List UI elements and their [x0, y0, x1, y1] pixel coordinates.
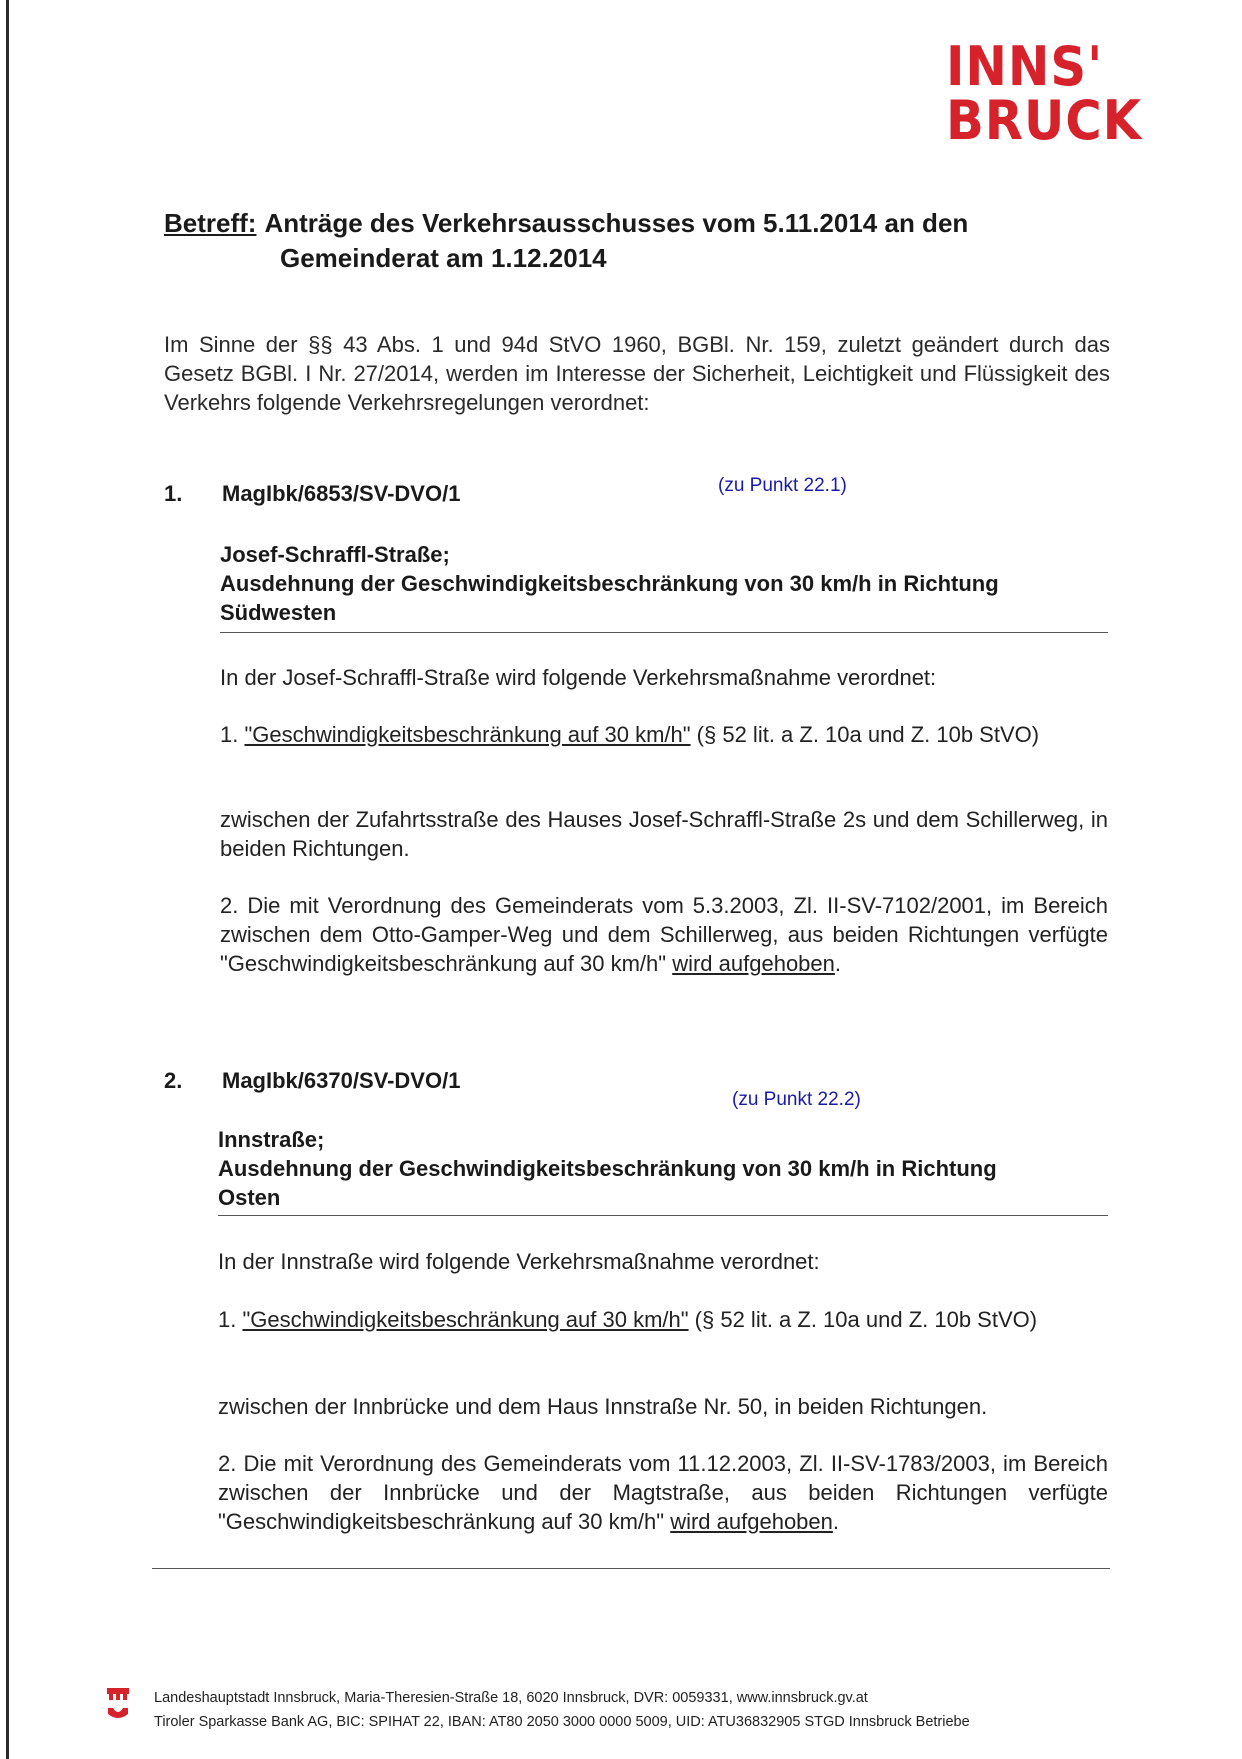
legal-basis-paragraph: Im Sinne der §§ 43 Abs. 1 und 94d StVO 1960, BGBl. Nr. 159, zuletzt geändert durch das Gesetz BGBl. I Nr. 27/2014, werden im Interesse der Sicherheit, Leichtigkeit und Flüssigkeit des Verkehrs folgende Verkehrsregelungen verordnet: — [164, 332, 1110, 415]
document-subject — [164, 206, 1124, 276]
innsbruck-logo — [946, 35, 1143, 152]
item-2-heading — [218, 1125, 1118, 1212]
item-2-measure-suffix: (§ 52 lit. a Z. 10a und Z. 10b StVO) — [688, 1307, 1038, 1332]
item-1-heading-street: Josef-Schraffl-Straße; — [220, 542, 450, 567]
item-1-heading-rule — [220, 632, 1108, 633]
item-1-intro: In der Josef-Schraffl-Straße wird folgende Verkehrsmaßnahme verordnet: — [220, 665, 937, 690]
scan-edge-line — [6, 0, 9, 1759]
subject-label: Betreff: — [164, 208, 257, 238]
item-1-repeal — [220, 891, 1108, 978]
item-2-measure-title: "Geschwindigkeitsbeschränkung auf 30 km/h" — [242, 1307, 689, 1332]
item-2-repeal-text: 2. Die mit Verordnung des Gemeinderats vom 11.12.2003, Zl. II-SV-1783/2003, im Bereich zwischen der Innbrücke und der Magtstraße, aus beiden Richtungen verfügte "Geschwindigkeitsbeschränkung auf 30 km/h" — [218, 1451, 1108, 1534]
item-2-intro: In der Innstraße wird folgende Verkehrsmaßnahme verordnet: — [218, 1249, 820, 1274]
item-1-measure-suffix: (§ 52 lit. a Z. 10a und Z. 10b StVO) — [690, 722, 1040, 747]
item-1-measure-prefix: 1. — [220, 722, 245, 747]
item-2-repeal — [218, 1449, 1108, 1536]
item-2-heading-title: Ausdehnung der Geschwindigkeitsbeschränkung von 30 km/h in Richtung — [218, 1156, 997, 1181]
item-2-reference: MagIbk/6370/SV-DVO/1 — [222, 1068, 461, 1093]
item-2-heading-street: Innstraße; — [218, 1127, 325, 1152]
item-2-number: 2. — [164, 1068, 183, 1093]
item-2-location: zwischen der Innbrücke und dem Haus Innstraße Nr. 50, in beiden Richtungen. — [218, 1394, 988, 1419]
item-2-heading-rule — [218, 1215, 1108, 1216]
subject-line-2: Gemeinderat am 1.12.2014 — [280, 243, 607, 273]
item-1-heading-title: Ausdehnung der Geschwindigkeitsbeschränkung von 30 km/h in Richtung — [220, 571, 999, 596]
item-2-annotation: (zu Punkt 22.2) — [732, 1089, 861, 1110]
item-1-heading — [220, 540, 1120, 627]
item-1-location: zwischen der Zufahrtsstraße des Hauses Josef-Schraffl-Straße 2s und dem Schillerweg, in beiden Richtungen. — [220, 807, 1108, 861]
footer-bank: Tiroler Sparkasse Bank AG, BIC: SPIHAT 22, IBAN: AT80 2050 3000 0000 5009, UID: ATU36832905 STGD Innsbruck Betriebe — [154, 1714, 970, 1730]
innsbruck-bridge-icon — [106, 1686, 130, 1722]
item-2-measure — [218, 1305, 1108, 1334]
closing-rule — [152, 1568, 1110, 1569]
footer-address: Landeshauptstadt Innsbruck, Maria-Theresien-Straße 18, 6020 Innsbruck, DVR: 0059331, www.innsbruck.gv.at — [154, 1690, 868, 1706]
item-2-heading-direction: Osten — [218, 1185, 281, 1210]
item-1-number: 1. — [164, 481, 183, 506]
item-2-repeal-underlined: wird aufgehoben — [670, 1509, 833, 1534]
item-1-repeal-underlined: wird aufgehoben — [672, 951, 835, 976]
item-2-measure-prefix: 1. — [218, 1307, 243, 1332]
item-2-repeal-end: . — [832, 1509, 840, 1534]
logo-line-1: INNS' — [946, 35, 1104, 98]
logo-line-2: BRUCK — [946, 89, 1143, 152]
item-1-measure-title: "Geschwindigkeitsbeschränkung auf 30 km/h" — [244, 722, 691, 747]
item-1-measure — [220, 720, 1108, 749]
item-1-heading-direction: Südwesten — [220, 600, 337, 625]
subject-line-1: Anträge des Verkehrsausschusses vom 5.11.2014 an den — [264, 208, 969, 238]
item-1-repeal-end: . — [834, 951, 842, 976]
item-1-repeal-text: 2. Die mit Verordnung des Gemeinderats vom 5.3.2003, Zl. II-SV-7102/2001, im Bereich zwischen dem Otto-Gamper-Weg und dem Schillerweg, aus beiden Richtungen verfügte "Geschwindigkeitsbeschränkung auf 30 km/h" — [220, 893, 1108, 976]
item-1-annotation: (zu Punkt 22.1) — [718, 475, 847, 496]
item-1-reference: MagIbk/6853/SV-DVO/1 — [222, 481, 461, 506]
